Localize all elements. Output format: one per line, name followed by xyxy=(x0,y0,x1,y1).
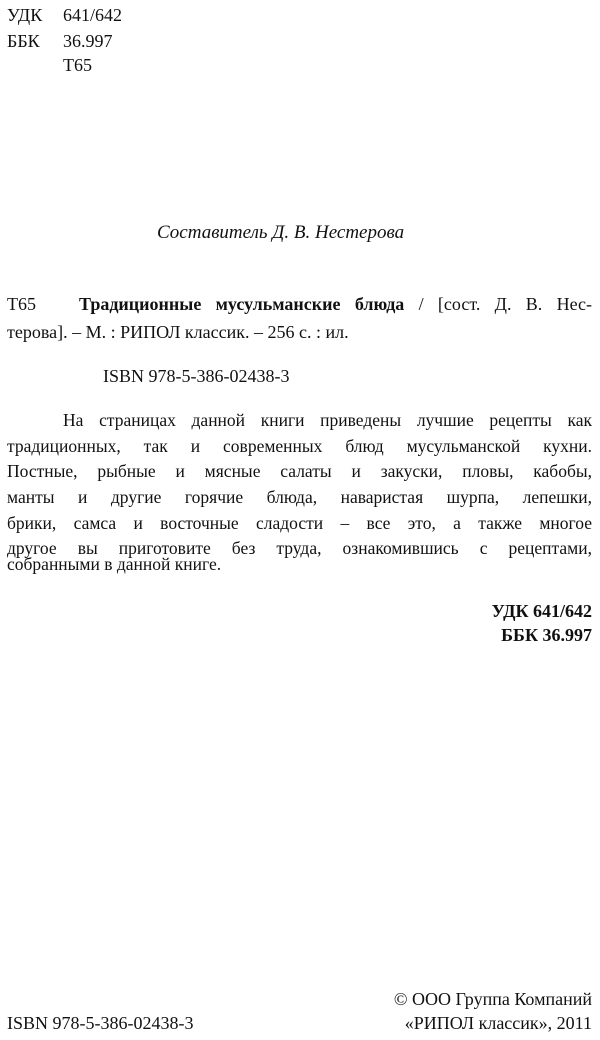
copyright-line-2: «РИПОЛ классик», 2011 xyxy=(404,1013,592,1033)
annotation-line: традиционных, так и современных блюд мусульманской кухни. xyxy=(7,436,592,456)
udk-code xyxy=(7,4,122,26)
bbk-code-right: ББК 36.997 xyxy=(501,625,592,645)
annotation-line: собранными в данной книге. xyxy=(7,554,222,574)
author-mark: Т65 xyxy=(63,55,92,75)
udk-code-right: УДК 641/642 xyxy=(491,601,592,621)
annotation-line: другое вы приготовите без труда, ознакомившись с рецептами, xyxy=(7,538,592,558)
annotation-line: На страницах данной книги приведены лучшие рецепты как xyxy=(63,410,592,430)
bbk-label: ББК xyxy=(7,31,40,51)
book-title: Традиционные мусульманские блюда xyxy=(79,294,405,314)
udk-label: УДК xyxy=(7,5,43,25)
entry-isbn: ISBN 978-5-386-02438-3 xyxy=(103,366,290,386)
udk-value: 641/642 xyxy=(63,5,123,25)
footer-isbn: ISBN 978-5-386-02438-3 xyxy=(7,1013,194,1033)
annotation-line: манты и другие горячие блюда, наваристая шурпа, лепешки, xyxy=(7,487,592,507)
entry-line-1-rest: / [сост. Д. В. Нес- xyxy=(404,294,592,314)
entry-line-1 xyxy=(79,294,592,315)
annotation-line: брики, самса и восточные сладости – все это, а также многое xyxy=(7,513,592,533)
entry-line-2: терова]. – М. : РИПОЛ классик. – 256 с. : ил. xyxy=(7,322,349,342)
entry-author-mark: Т65 xyxy=(7,294,36,314)
annotation-line: Постные, рыбные и мясные салаты и закуски, пловы, кабобы, xyxy=(7,461,592,481)
copyright-line-1: © ООО Группа Компаний xyxy=(393,989,592,1009)
bbk-code xyxy=(7,30,113,52)
bbk-value: 36.997 xyxy=(63,31,113,51)
compiler-line: Составитель Д. В. Нестерова xyxy=(157,222,405,243)
